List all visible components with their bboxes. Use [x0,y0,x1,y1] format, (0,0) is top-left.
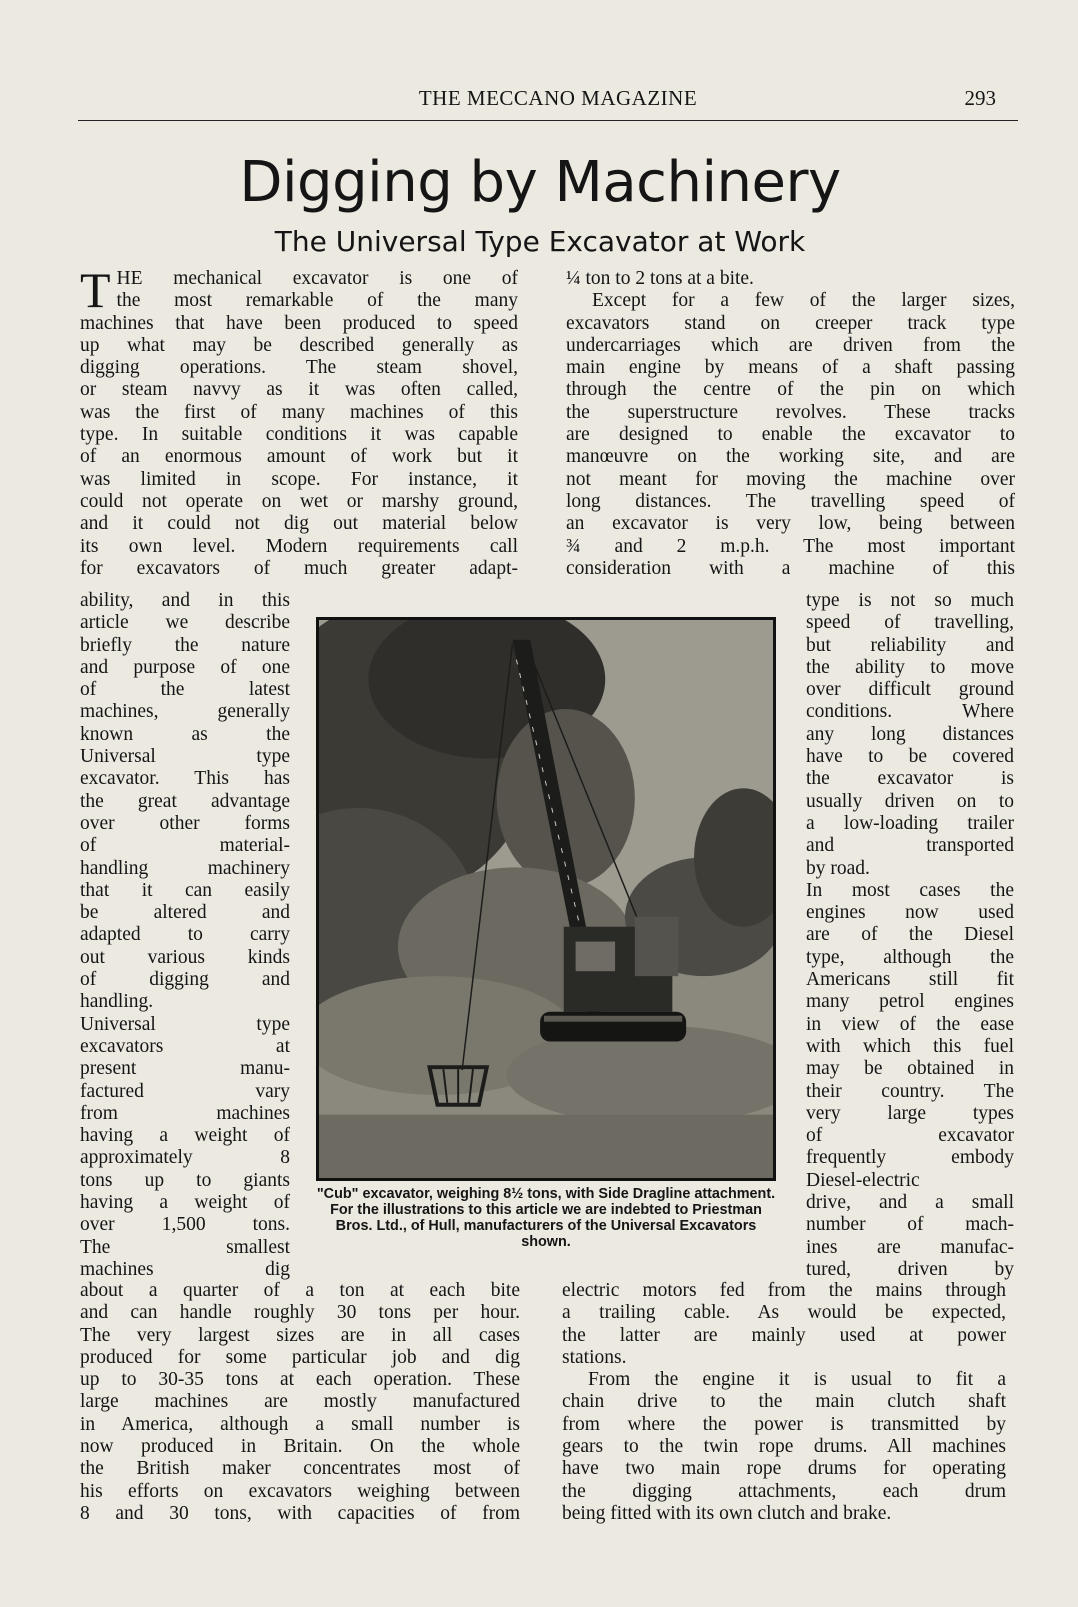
text-line: of an enormous amount of work but it [80,446,518,468]
text-line: have to be covered [806,746,1014,768]
text-line: up to 30-35 tons at each operation. These [80,1369,520,1391]
text-line: the most remarkable of the many [116,290,518,312]
column-2-top [566,268,1015,580]
text-line: approximately 8 [80,1147,290,1169]
text-line: Americans still fit [806,969,1014,991]
text-line: electric motors fed from the mains through [562,1280,1006,1301]
text-line: by road. [806,857,870,879]
text-line: and can handle roughly 30 tons per hour. [80,1302,520,1324]
text-line: excavators at [80,1035,290,1057]
text-line: have two main rope drums for operating [562,1458,1006,1480]
text-line: now produced in Britain. On the whole [80,1436,520,1458]
excavator-photo [316,617,776,1181]
text-line: chain drive to the main clutch shaft [562,1391,1006,1413]
text-line: consideration with a machine of this [566,557,1015,579]
article-subtitle: The Universal Type Excavator at Work [274,225,806,258]
text-line: over difficult ground [806,679,1014,701]
text-line: engines now used [806,902,1014,924]
text-line: usually driven on to [806,790,1014,812]
column-1-top [80,262,518,580]
text-line: machines, generally [80,701,290,723]
text-line: The very largest sizes are in all cases [80,1324,520,1346]
text-line: was the first of many machines of this [80,401,518,423]
text-line: up what may be described generally as [80,334,518,356]
text-line: being fitted with its own clutch and brake. [562,1502,892,1524]
text-line: of material- [80,835,290,857]
text-line: ability, and in this [80,590,290,611]
text-line: ¼ ton to 2 tons at a bite. [566,268,754,289]
text-line: may be obtained in [806,1058,1014,1080]
text-line: for excavators of much greater adapt- [80,557,518,579]
text-line: machines that have been produced to speed [80,312,518,334]
text-line: ¾ and 2 m.p.h. The most important [566,535,1015,557]
text-line: ines are manufac- [806,1236,1014,1258]
text-line: be altered and [80,902,290,924]
text-line: are of the Diesel [806,924,1014,946]
text-line: Universal type [80,746,290,768]
text-line: handling. [80,991,154,1013]
text-line: number of mach- [806,1214,1014,1236]
text-line: factured vary [80,1080,290,1102]
text-line: in view of the ease [806,1013,1014,1035]
text-line: type, although the [806,946,1014,968]
text-line: over 1,500 tons. [80,1214,290,1236]
text-line: the excavator is [806,768,1014,790]
text-line: that it can easily [80,879,290,901]
text-line: his efforts on excavators weighing between [80,1480,520,1502]
text-line: their country. The [806,1080,1014,1102]
text-line: large machines are mostly manufactured [80,1391,520,1413]
text-line: the superstructure revolves. These tracks [566,401,1015,423]
column-2-bottom [562,1280,1006,1525]
text-line: machines dig [80,1258,290,1280]
article-title: Digging by Machinery [239,150,841,215]
text-line: undercarriages which are driven from the [566,334,1015,356]
text-line: HE mechanical excavator is one of [116,268,518,289]
text-line: produced for some particular job and dig [80,1346,520,1368]
text-line: very large types [806,1102,1014,1124]
text-line: The smallest [80,1236,290,1258]
text-line: tured, driven by [806,1258,1014,1280]
page-header [78,86,1018,121]
text-line: Universal type [80,1013,290,1035]
text-line: not meant for moving the machine over [566,468,1015,490]
text-line: conditions. Where [806,701,1014,723]
text-line: Diesel-electric [806,1169,920,1191]
text-line: present manu- [80,1058,290,1080]
text-line: and transported [806,835,1014,857]
text-line: having a weight of [80,1125,290,1147]
text-line: in America, although a small number is [80,1413,520,1435]
photo-caption: "Cub" excavator, weighing 8½ tons, with Side Dragline attachment. For the illustrations to this article we are indebted to Priestman Bros. Ltd., of Hull, manufacturers of the Universal Excavators shown. [316,1186,776,1250]
text-line: From the engine it is usual to fit a [588,1369,1006,1391]
text-line: main engine by means of a shaft passing [566,357,1015,379]
column-1-bottom [80,1280,520,1525]
text-line: known as the [80,723,290,745]
text-line: of excavator [806,1125,1014,1147]
text-line: briefly the nature [80,634,290,656]
text-line: long distances. The travelling speed of [566,490,1015,512]
text-line: with which this fuel [806,1035,1014,1057]
text-line: handling machinery [80,857,290,879]
excavator-illustration [319,620,773,1178]
text-line: many petrol engines [806,991,1014,1013]
text-line: type is not so much [806,590,1014,611]
text-line: are designed to enable the excavator to [566,424,1015,446]
text-line: a trailing cable. As would be expected, [562,1302,1006,1324]
text-line: speed of travelling, [806,612,1014,634]
text-line: the British maker concentrates most of [80,1458,520,1480]
text-line: excavators stand on creeper track type [566,312,1015,334]
text-line: from machines [80,1102,290,1124]
column-2-narrow [806,590,1014,1281]
text-line: type. In suitable conditions it was capable [80,424,518,446]
text-line: having a weight of [80,1192,290,1214]
page-number: 293 [964,86,996,110]
text-line: article we describe [80,612,290,634]
running-title: THE MECCANO MAGAZINE [418,86,698,110]
text-line: Except for a few of the larger sizes, [592,290,1015,312]
text-line: digging operations. The steam shovel, [80,357,518,379]
text-line: drive, and a small [806,1192,1014,1214]
text-line: but reliability and [806,634,1014,656]
text-line: tons up to giants [80,1169,290,1191]
text-line: adapted to carry [80,924,290,946]
text-line: gears to the twin rope drums. All machines [562,1436,1006,1458]
text-line: a low-loading trailer [806,812,1014,834]
text-line: excavator. This has [80,768,290,790]
text-line: 8 and 30 tons, with capacities of from [80,1502,520,1524]
text-line: out various kinds [80,946,290,968]
text-line: In most cases the [806,879,1014,901]
column-1-narrow [80,590,290,1281]
text-line: over other forms [80,812,290,834]
text-line: or steam navvy as it was often called, [80,379,518,401]
text-line: its own level. Modern requirements call [80,535,518,557]
text-line: of the latest [80,679,290,701]
text-line: from where the power is transmitted by [562,1413,1006,1435]
text-line: and it could not dig out material below [80,513,518,535]
text-line: the latter are mainly used at power [562,1324,1006,1346]
text-line: the great advantage [80,790,290,812]
text-line: was limited in scope. For instance, it [80,468,518,490]
text-line: of digging and [80,969,290,991]
text-line: the digging attachments, each drum [562,1480,1006,1502]
text-line: stations. [562,1346,627,1368]
text-line: through the centre of the pin on which [566,379,1015,401]
text-line: any long distances [806,723,1014,745]
drop-cap: T [80,262,111,318]
text-line: and purpose of one [80,656,290,678]
text-line: about a quarter of a ton at each bite [80,1280,520,1301]
text-line: the ability to move [806,656,1014,678]
text-line: frequently embody [806,1147,1014,1169]
text-line: an excavator is very low, being between [566,513,1015,535]
text-line: manœuvre on the working site, and are [566,446,1015,468]
text-line: could not operate on wet or marshy ground, [80,490,518,512]
